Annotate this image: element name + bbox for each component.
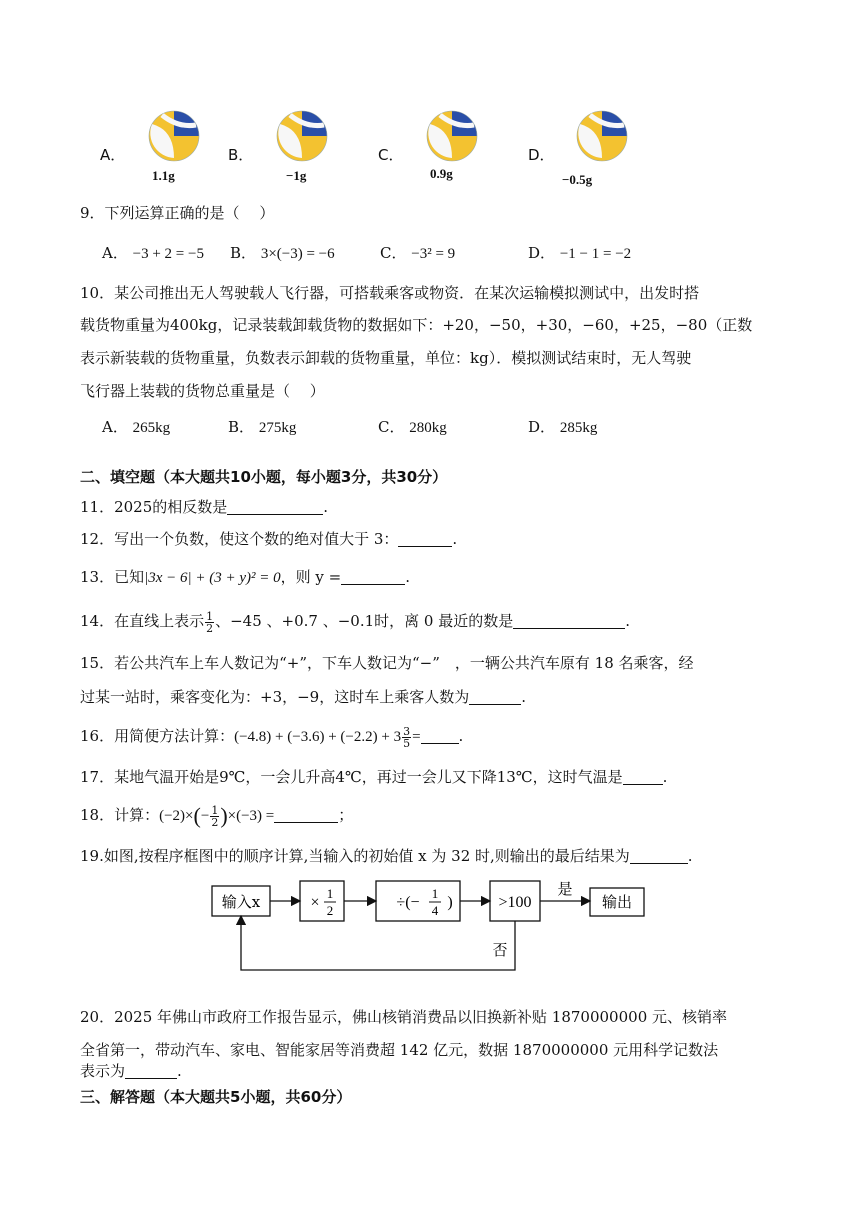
q19 [80, 845, 693, 866]
answer-blank[interactable] [341, 568, 405, 585]
output-box-label: 输出 [601, 893, 633, 911]
q8-option-d [528, 110, 678, 190]
ball-weight: 0.9g [430, 166, 453, 181]
fraction-denominator: 2 [206, 621, 214, 635]
q8-option-c [378, 110, 528, 190]
volleyball-icon [272, 110, 332, 166]
q10-line-2: 载货物重量为400kg，记录装载卸载货物的数据如下：+20，−50，+30，−60，+25，−80（正数 [80, 316, 753, 334]
option-label: C． [378, 418, 405, 436]
q16-expr: (−4.8) + (−3.6) + (−2.2) + 3 [234, 729, 402, 745]
divide-prefix: ÷(− [396, 894, 420, 911]
q14-rest: 、−45 、+0.7 、−0.1时，离 0 最近的数是 [215, 612, 514, 630]
volleyball-icon [572, 110, 632, 166]
option-value: 265kg [132, 420, 171, 436]
answer-blank[interactable] [227, 498, 323, 515]
q20-line-2: 全省第一，带动汽车、家电、智能家居等消费超 142 亿元，数据 1870000000 元用科学记数法 [80, 1041, 719, 1059]
q13-end: . [405, 568, 411, 586]
fraction-numerator: 1 [431, 886, 439, 901]
option-expr: −1 − 1 = −2 [559, 246, 632, 262]
q20-line-1: 20．2025 年佛山市政府工作报告显示，佛山核销消费品以旧换新补贴 1870000000 元、核销率 [80, 1008, 728, 1026]
option-value: 285kg [559, 420, 598, 436]
q10-line-4: 飞行器上装载的货物总重量是（ ） [80, 382, 325, 400]
section-2-heading: 二、填空题（本大题共10小题，每小题3分，共30分） [80, 468, 448, 486]
q18-a: (−2)× [159, 808, 194, 824]
q11 [80, 496, 328, 517]
q9-option-d [528, 242, 631, 263]
q15-line-1: 15．若公共汽车上车人数记为“+”，下车人数记为“−” ，一辆公共汽车原有 18 名乘客，经 [80, 654, 694, 672]
compare-label: >100 [498, 894, 532, 911]
q10-line-1: 10．某公司推出无人驾驶载人飞行器，可搭载乘客或物资．在某次运输模拟测试中，出发时搭 [80, 284, 700, 302]
fraction-numerator: 3 [403, 724, 411, 738]
divide-suffix: ) [447, 894, 453, 911]
q16-end: . [458, 727, 464, 745]
fraction-numerator: 1 [326, 886, 334, 901]
fraction-denominator: 5 [403, 736, 411, 750]
ball-weight: −0.5g [562, 172, 593, 187]
fraction-denominator: 4 [431, 903, 439, 918]
answer-blank[interactable] [623, 768, 663, 785]
answer-blank[interactable] [125, 1062, 177, 1079]
loop-arrow [241, 916, 515, 970]
option-label: C． [380, 244, 407, 262]
no-label: 否 [492, 941, 508, 959]
ball-weight: 1.1g [152, 168, 175, 183]
q13-pre: 13．已知 [80, 568, 145, 586]
answer-blank[interactable] [630, 847, 688, 864]
q12 [80, 528, 457, 549]
q20-line-3 [80, 1060, 182, 1081]
volleyball-icon [422, 110, 482, 166]
q9-option-b [230, 242, 335, 263]
option-expr: −3 + 2 = −5 [132, 246, 204, 262]
q18-end: ； [338, 806, 354, 824]
q9-option-c [380, 242, 455, 263]
program-flowchart [200, 876, 670, 976]
q14 [80, 610, 630, 634]
q15-end: . [521, 688, 527, 706]
answer-blank[interactable] [469, 688, 521, 705]
q18-pre: 18．计算： [80, 806, 160, 824]
q11-end: . [323, 498, 329, 516]
option-label: A． [102, 244, 128, 262]
ball-weight: −1g [286, 168, 307, 183]
q13-expr: |3x − 6| + (3 + y)² = 0 [144, 570, 281, 586]
option-label: B． [230, 244, 257, 262]
answer-blank[interactable] [513, 612, 625, 629]
q12-end: . [452, 530, 458, 548]
fraction-numerator: 1 [211, 803, 219, 817]
yes-label: 是 [557, 880, 573, 898]
q20-end: . [177, 1062, 182, 1080]
multiply-sign: × [310, 894, 320, 911]
q16 [80, 725, 463, 749]
q13-mid: ，则 y = [280, 568, 342, 586]
option-expr: −3² = 9 [411, 246, 456, 262]
q8-option-b [228, 110, 378, 190]
q19-text: 19.如图,按程序框图中的顺序计算,当输入的初始值 x 为 32 时,则输出的最后结果为 [80, 847, 630, 865]
q10-option-c [378, 416, 447, 437]
q9-option-a [102, 242, 204, 263]
q11-text: 11．2025的相反数是 [80, 498, 228, 516]
section-3-heading: 三、解答题（本大题共5小题，共60分） [80, 1088, 352, 1106]
fraction [205, 611, 214, 634]
input-box-label: 输入x [221, 893, 261, 911]
q15-line-2 [80, 686, 526, 707]
option-value: 280kg [409, 420, 447, 436]
option-label: B． [228, 418, 255, 436]
q17 [80, 766, 667, 787]
q17-end: . [662, 768, 668, 786]
option-value: 275kg [258, 420, 297, 436]
option-label: B． [228, 146, 254, 164]
fraction [402, 726, 411, 749]
q10-option-b [228, 416, 296, 437]
multiply-box [300, 881, 344, 921]
option-label: A． [102, 418, 128, 436]
fraction-denominator: 2 [211, 815, 219, 829]
option-label: D． [528, 146, 555, 164]
option-label: C． [378, 146, 404, 164]
volleyball-icon [144, 110, 204, 166]
q10-option-d [528, 416, 597, 437]
q14-pre: 14．在直线上表示 [80, 612, 205, 630]
option-label: D． [528, 244, 556, 262]
fraction-numerator: 1 [206, 609, 214, 623]
q9-stem: 9．下列运算正确的是（ ） [80, 204, 275, 222]
q10-option-a [102, 416, 170, 437]
fraction [210, 805, 219, 828]
q20-text: 表示为 [80, 1062, 126, 1080]
option-label: D． [528, 418, 556, 436]
q18: 18．计算：(−2)×(− $\frac{1}{2}$ )×(−3) = ； [80, 803, 354, 829]
answer-blank[interactable] [274, 806, 338, 823]
q10-line-3: 表示新装载的货物重量，负数表示卸载的货物重量，单位：kg）．模拟测试结束时，无人驾驶 [80, 349, 692, 367]
q14-end: . [625, 612, 630, 630]
q16-eq: = [412, 729, 421, 745]
q19-end: . [687, 847, 693, 865]
option-label: A． [100, 146, 126, 164]
q12-text: 12．写出一个负数，使这个数的绝对值大于 3： [80, 530, 399, 548]
fraction-denominator: 2 [326, 903, 334, 918]
q18-b: ×(−3) = [227, 808, 275, 824]
q13 [80, 566, 410, 587]
q16-pre: 16．用简便方法计算： [80, 727, 235, 745]
answer-blank[interactable] [421, 727, 459, 744]
q15-text: 过某一站时，乘客变化为：+3，−9，这时车上乘客人数为 [80, 688, 470, 706]
answer-blank[interactable] [398, 530, 452, 547]
option-expr: 3×(−3) = −6 [260, 246, 335, 262]
q17-text: 17．某地气温开始是9℃，一会儿升高4℃，再过一会儿又下降13℃，这时气温是 [80, 768, 623, 786]
